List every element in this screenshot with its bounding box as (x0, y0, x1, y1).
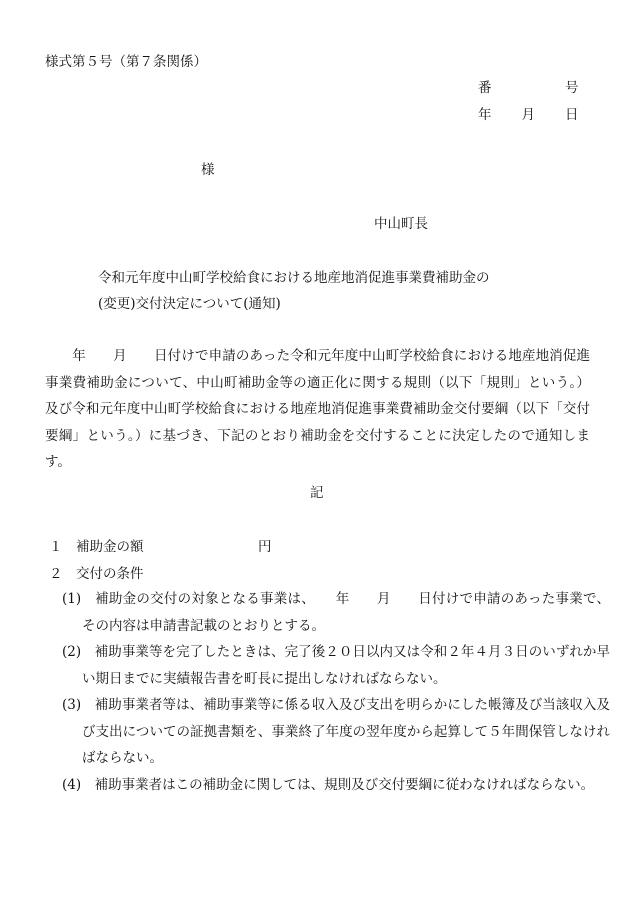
body-paragraph: 年 月 日付けで申請のあった令和元年度中山町学校給食における地産地消促進事業費補助金について、中山町補助金等の適正化に関する規則（以下「規則」という。）及び令和元年度中山町学校給食における地産地消促進事業費補助金交付要綱（以下「交付要綱」という。）に基づき、下記のとおり補助金を交付することに決定したので通知します。 (45, 348, 590, 470)
condition-item-1: (1) 補助金の交付の対象となる事業は、 年 月 日付けで申請のあった事業で、その内容は申請書記載のとおりとする。 (62, 591, 610, 634)
form-label: 様式第５号（第７条関係） (45, 54, 207, 70)
addressee-honorific: 様 (201, 162, 215, 178)
subject-line-2: (変更)交付決定について(通知) (98, 296, 281, 312)
date-line: 年 月 日 (478, 107, 580, 123)
condition-item-2: (2) 補助事業等を完了したときは、完了後２０日以内又は令和２年４月３日のいずれか早い期日までに実績報告書を町長に提出しなければならない。 (62, 644, 610, 687)
section-1-number: １ (49, 539, 63, 555)
section-1-label: 補助金の額 (76, 539, 144, 555)
section-2-label: 交付の条件 (76, 566, 144, 582)
document-number-line: 番 号 (478, 80, 580, 96)
condition-item-3: (3) 補助事業者等は、補助事業等に係る収入及び支出を明らかにした帳簿及び当該収入及び支出についての証拠書類を、事業終了年度の翌年度から起算して５年間保管しなければならない。 (62, 697, 610, 766)
ki-heading: 記 (310, 485, 324, 501)
section-1-unit: 円 (258, 539, 272, 555)
subject-line-1: 令和元年度中山町学校給食における地産地消促進事業費補助金の (98, 270, 490, 286)
condition-item-4: (4) 補助事業者はこの補助金に関しては、規則及び交付要綱に従わなければならない。 (62, 777, 595, 793)
sender-name: 中山町長 (374, 216, 428, 232)
section-2-number: ２ (49, 566, 63, 582)
